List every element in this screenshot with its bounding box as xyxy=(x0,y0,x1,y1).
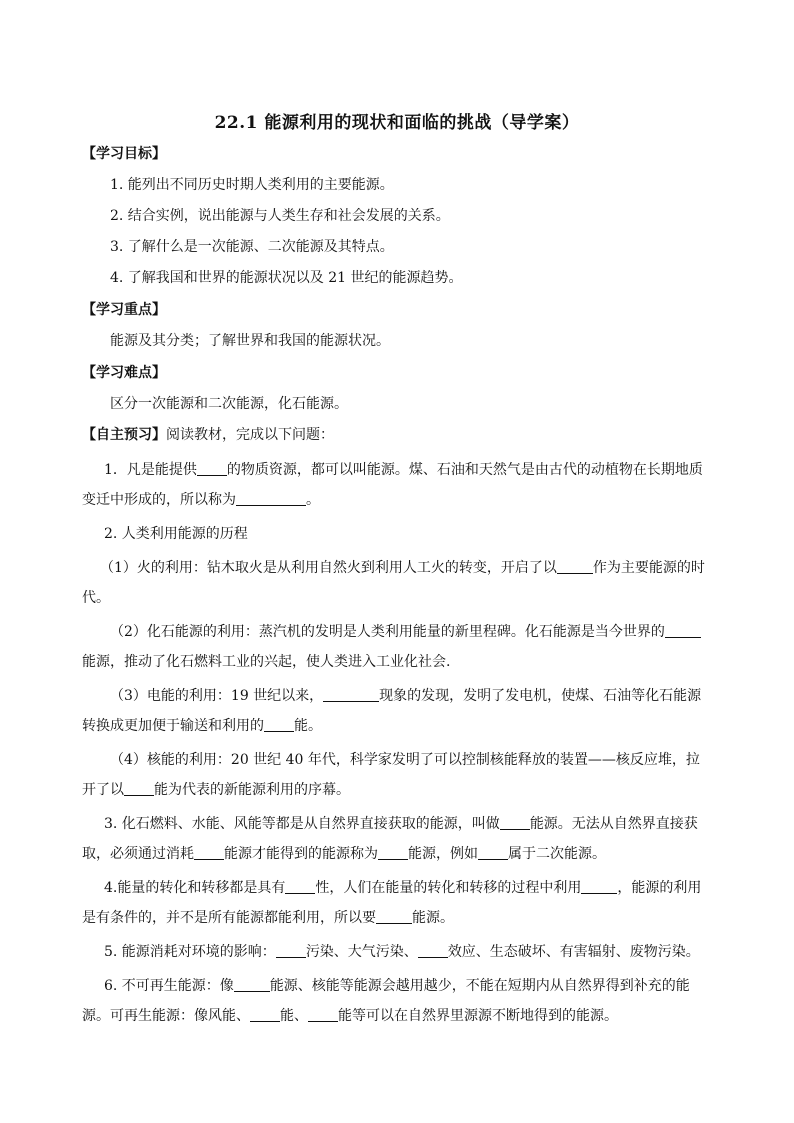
difficulty-heading: 【学习难点】 xyxy=(82,365,166,381)
answer-blank[interactable] xyxy=(285,878,315,894)
question-2-2 xyxy=(82,617,712,677)
goal-item-4: 4. 了解我国和世界的能源状况以及 21 世纪的能源趋势。 xyxy=(110,270,463,286)
question-text: 能、 xyxy=(280,1008,308,1024)
answer-blank[interactable] xyxy=(581,878,617,894)
question-2-1 xyxy=(82,553,712,613)
goal-item-1: 1. 能列出不同历史时期人类利用的主要能源。 xyxy=(110,177,394,193)
question-1 xyxy=(82,455,712,515)
question-text: 能源，推动了化石燃料工业的兴起，使人类进入工业化社会. xyxy=(82,654,451,670)
answer-blank[interactable] xyxy=(197,460,227,476)
preview-section-header xyxy=(82,424,712,446)
question-text: 5. 能源消耗对环境的影响： xyxy=(104,944,276,960)
answer-blank[interactable] xyxy=(234,976,270,992)
question-2-4 xyxy=(82,745,712,805)
goal-item-3: 3. 了解什么是一次能源、二次能源及其特点。 xyxy=(110,239,394,255)
question-6 xyxy=(82,971,712,1031)
question-text: 3. 化石燃料、水能、风能等都是从自然界直接获取的能源，叫做 xyxy=(104,816,500,832)
question-text: 6. 不可再生能源：像 xyxy=(104,978,234,994)
page-title: 22.1 能源利用的现状和面临的挑战（导学案） xyxy=(214,113,580,133)
question-text: 效应、生态破坏、有害辐射、废物污染。 xyxy=(447,944,700,960)
question-text: 的物质资源，都可以叫能源。煤、石油和天然气是由古代的动植物在长期地质变迁中形成的，所以称为 xyxy=(82,462,703,508)
question-text: 能源才能得到的能源称为 xyxy=(224,846,378,862)
question-2-3 xyxy=(82,681,712,741)
question-text: 现象的发现，发明了发电机，使煤、石油等化石能源转换成更加便于输送和利用的 xyxy=(82,688,702,734)
answer-blank[interactable] xyxy=(276,942,306,958)
answer-blank[interactable] xyxy=(378,844,408,860)
question-text: 能为代表的新能源利用的序幕。 xyxy=(154,782,350,798)
difficulty-text: 区分一次能源和二次能源，化石能源。 xyxy=(110,396,348,412)
question-text: （4）核能的利用：20 世纪 40 年代，科学家发明了可以控制核能释放的装置——核反应堆，拉开了以 xyxy=(82,752,700,798)
question-text: （1）火的利用：钻木取火是从利用自然火到利用人工火的转变，开启了以 xyxy=(100,560,557,576)
question-5 xyxy=(82,937,712,967)
answer-blank[interactable] xyxy=(124,780,154,796)
answer-blank[interactable] xyxy=(194,844,224,860)
answer-blank[interactable] xyxy=(478,844,508,860)
answer-blank[interactable] xyxy=(323,686,379,702)
question-text: 。 xyxy=(306,492,320,508)
question-text: （3）电能的利用：19 世纪以来， xyxy=(110,688,324,704)
answer-blank[interactable] xyxy=(376,908,412,924)
question-text: 能源。无法从自然界直接获取，必须通过消耗 xyxy=(82,816,698,862)
question-2-title: 2. 人类利用能源的历程 xyxy=(104,526,248,542)
question-text: 属于二次能源。 xyxy=(508,846,606,862)
question-text: 能源，例如 xyxy=(408,846,478,862)
question-text: （2）化石能源的利用：蒸汽机的发明是人类利用能量的新里程碑。化石能源是当今世界的 xyxy=(110,624,665,640)
question-text: 能源、核能等能源会越用越少，不能在短期内从自然界得到补充的能源。可再生能源：像风能、 xyxy=(82,978,690,1024)
goal-item-2: 2. 结合实例，说出能源与人类生存和社会发展的关系。 xyxy=(110,208,450,224)
question-text: ，能源的利用是有条件的，并不是所有能源都能利用，所以要 xyxy=(82,880,702,926)
answer-blank[interactable] xyxy=(557,558,593,574)
focus-text: 能源及其分类；了解世界和我国的能源状况。 xyxy=(110,333,390,349)
question-text: 1．凡是能提供 xyxy=(104,462,197,478)
question-text: 污染、大气污染、 xyxy=(305,944,418,960)
answer-blank[interactable] xyxy=(250,1006,280,1022)
question-text: 能等可以在自然界里源源不断地得到的能源。 xyxy=(338,1008,618,1024)
answer-blank[interactable] xyxy=(418,942,448,958)
question-text: 作为主要能源的时代。 xyxy=(82,560,705,606)
question-4 xyxy=(82,873,712,933)
preview-heading: 【自主预习】 xyxy=(82,427,166,443)
question-text: 能。 xyxy=(294,718,322,734)
preview-intro: 阅读教材，完成以下问题： xyxy=(166,427,334,443)
focus-heading: 【学习重点】 xyxy=(82,302,166,318)
goals-heading: 【学习目标】 xyxy=(82,146,166,162)
document-page xyxy=(82,96,712,1035)
question-text: 能源。 xyxy=(412,910,454,926)
answer-blank[interactable] xyxy=(665,622,701,638)
question-text: 4.能量的转化和转移都是具有 xyxy=(104,880,286,896)
question-3 xyxy=(82,809,712,869)
answer-blank[interactable] xyxy=(308,1006,338,1022)
answer-blank[interactable] xyxy=(264,716,294,732)
answer-blank[interactable] xyxy=(500,814,530,830)
question-text: 性，人们在能量的转化和转移的过程中利用 xyxy=(315,880,582,896)
answer-blank[interactable] xyxy=(236,490,306,506)
